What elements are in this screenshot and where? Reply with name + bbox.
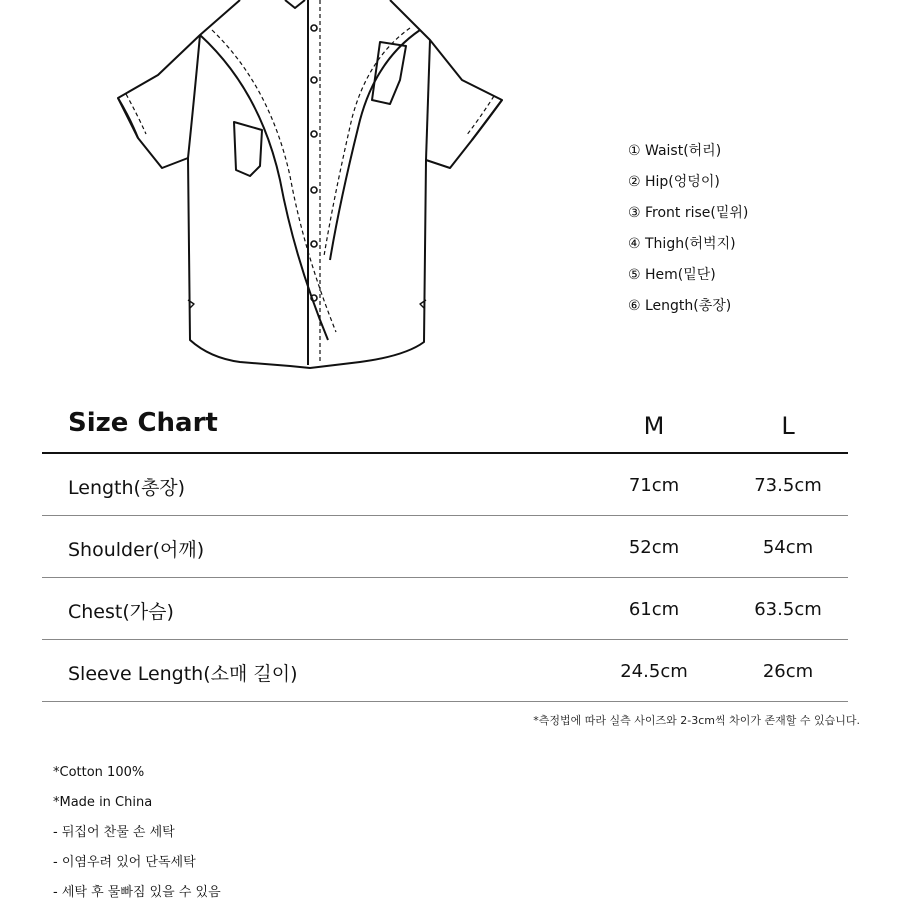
product-info-list <box>53 762 221 912</box>
legend-item-hem: ⑤ Hem(밑단) <box>628 267 716 283</box>
legend-item-thigh: ④ Thigh(허벅지) <box>628 236 736 252</box>
row-label: Sleeve Length(소매 길이) <box>68 663 298 685</box>
row-label: Shoulder(어깨) <box>68 539 205 561</box>
info-item: - 이염우려 있어 단독세탁 <box>53 855 196 870</box>
column-header-l: L <box>781 412 795 440</box>
size-chart-title: Size Chart <box>68 408 218 438</box>
measurement-legend <box>628 140 748 326</box>
legend-item-length: ⑥ Length(총장) <box>628 298 732 314</box>
row-label: Chest(가슴) <box>68 601 174 623</box>
value-l: 73.5cm <box>754 475 822 496</box>
table-row <box>42 516 848 578</box>
value-l: 54cm <box>762 537 814 558</box>
value-l: 63.5cm <box>754 599 822 620</box>
legend-item-waist: ① Waist(허리) <box>628 143 722 159</box>
column-header-m: M <box>643 412 665 440</box>
size-table <box>42 454 848 702</box>
table-row <box>42 454 848 516</box>
value-m: 24.5cm <box>620 661 688 682</box>
legend-item-front-rise: ③ Front rise(밑위) <box>628 205 749 221</box>
table-row <box>42 640 848 702</box>
legend-item-hip: ② Hip(엉덩이) <box>628 174 720 190</box>
value-m: 52cm <box>628 537 680 558</box>
row-label: Length(총장) <box>68 477 186 499</box>
info-item: - 세탁 후 물빠짐 있을 수 있음 <box>53 885 221 900</box>
info-item: *Cotton 100% <box>53 765 145 780</box>
shirt-sketch <box>90 0 540 375</box>
table-row <box>42 578 848 640</box>
info-item: *Made in China <box>53 795 153 810</box>
info-item: - 뒤집어 찬물 손 세탁 <box>53 825 175 840</box>
value-m: 71cm <box>628 475 680 496</box>
value-l: 26cm <box>762 661 814 682</box>
measurement-note: *측정법에 따라 실측 사이즈와 2-3cm씩 차이가 존재할 수 있습니다. <box>533 714 860 727</box>
value-m: 61cm <box>628 599 680 620</box>
